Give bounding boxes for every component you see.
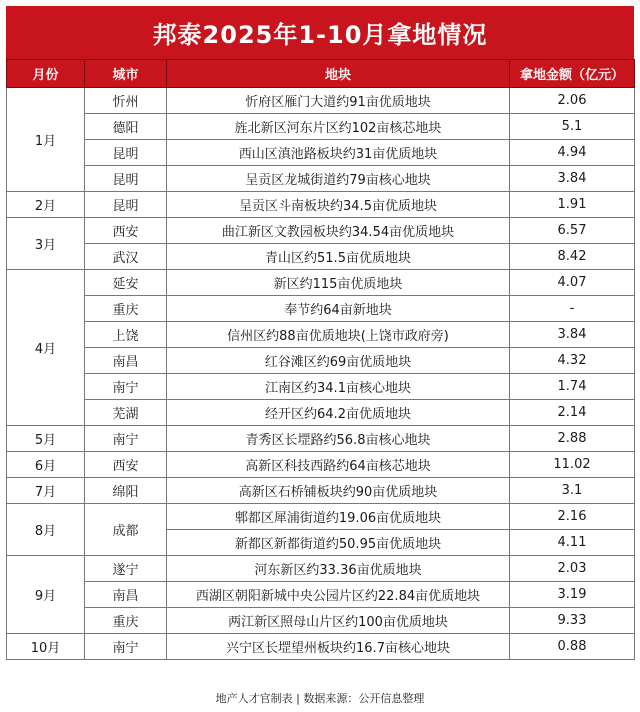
city-cell: 昆明 [85,140,167,166]
table-row [7,556,635,582]
city-cell: 西安 [85,452,167,478]
table-row [7,140,635,166]
land-table-container [6,59,634,660]
table-row [7,374,635,400]
table-header-row [7,60,635,88]
city-cell: 西安 [85,218,167,244]
month-cell: 1月 [7,88,85,192]
plot-cell: 呈贡区斗南板块约34.5亩优质地块 [167,192,510,218]
amount-cell: 1.91 [510,192,635,218]
amount-cell: 9.33 [510,608,635,634]
plot-cell: 郫都区犀浦街道约19.06亩优质地块 [167,504,510,530]
amount-cell: 3.1 [510,478,635,504]
city-cell: 南宁 [85,426,167,452]
plot-cell: 呈贡区龙城街道约79亩核心地块 [167,166,510,192]
plot-cell: 青山区约51.5亩优质地块 [167,244,510,270]
table-body [7,88,635,660]
header-month: 月份 [7,60,85,88]
table-row [7,270,635,296]
plot-cell: 两江新区照母山片区约100亩优质地块 [167,608,510,634]
plot-cell: 兴宁区长堽望州板块约16.7亩核心地块 [167,634,510,660]
amount-cell: 4.07 [510,270,635,296]
plot-cell: 西湖区朝阳新城中央公园片区约22.84亩优质地块 [167,582,510,608]
city-cell: 德阳 [85,114,167,140]
table-row [7,426,635,452]
table-row [7,400,635,426]
table-row [7,88,635,114]
amount-cell: 8.42 [510,244,635,270]
plot-cell: 红谷滩区约69亩优质地块 [167,348,510,374]
city-cell: 昆明 [85,166,167,192]
header-plot: 地块 [167,60,510,88]
table-row [7,192,635,218]
month-cell: 5月 [7,426,85,452]
table-row [7,634,635,660]
city-cell: 延安 [85,270,167,296]
amount-cell: 5.1 [510,114,635,140]
amount-cell: 2.03 [510,556,635,582]
city-cell: 忻州 [85,88,167,114]
amount-cell: 0.88 [510,634,635,660]
plot-cell: 新区约115亩优质地块 [167,270,510,296]
table-row [7,322,635,348]
table-row [7,608,635,634]
table-row [7,296,635,322]
month-cell: 9月 [7,556,85,634]
amount-cell: - [510,296,635,322]
city-cell: 武汉 [85,244,167,270]
amount-cell: 2.06 [510,88,635,114]
table-row [7,244,635,270]
plot-cell: 经开区约64.2亩优质地块 [167,400,510,426]
table-row [7,166,635,192]
amount-cell: 4.32 [510,348,635,374]
month-cell: 6月 [7,452,85,478]
land-acquisition-table [6,59,635,660]
city-cell: 昆明 [85,192,167,218]
city-cell: 南宁 [85,634,167,660]
amount-cell: 2.88 [510,426,635,452]
amount-cell: 3.19 [510,582,635,608]
table-row [7,218,635,244]
plot-cell: 青秀区长堽路约56.8亩核心地块 [167,426,510,452]
month-cell: 7月 [7,478,85,504]
plot-cell: 信州区约88亩优质地块(上饶市政府旁) [167,322,510,348]
plot-cell: 奉节约64亩新地块 [167,296,510,322]
table-row [7,348,635,374]
plot-cell: 高新区科技西路约64亩核芯地块 [167,452,510,478]
month-cell: 4月 [7,270,85,426]
plot-cell: 江南区约34.1亩核心地块 [167,374,510,400]
city-cell: 南昌 [85,582,167,608]
amount-cell: 4.94 [510,140,635,166]
amount-cell: 2.14 [510,400,635,426]
table-row [7,114,635,140]
city-cell: 南宁 [85,374,167,400]
month-cell: 10月 [7,634,85,660]
plot-cell: 忻府区雁门大道约91亩优质地块 [167,88,510,114]
plot-cell: 新都区新都街道约50.95亩优质地块 [167,530,510,556]
city-cell: 重庆 [85,608,167,634]
page-title: 邦泰2025年1-10月拿地情况 [6,6,634,59]
city-cell: 成都 [85,504,167,556]
table-row [7,504,635,530]
city-cell: 遂宁 [85,556,167,582]
plot-cell: 西山区滇池路板块约31亩优质地块 [167,140,510,166]
table-row [7,452,635,478]
header-city: 城市 [85,60,167,88]
city-cell: 南昌 [85,348,167,374]
month-cell: 8月 [7,504,85,556]
amount-cell: 6.57 [510,218,635,244]
city-cell: 绵阳 [85,478,167,504]
header-amount: 拿地金额（亿元） [510,60,635,88]
source-footer: 地产人才官制表 | 数据来源：公开信息整理 [215,692,425,705]
amount-cell: 3.84 [510,322,635,348]
plot-cell: 曲江新区文教园板块约34.54亩优质地块 [167,218,510,244]
city-cell: 芜湖 [85,400,167,426]
amount-cell: 4.11 [510,530,635,556]
table-row [7,478,635,504]
table-row [7,582,635,608]
amount-cell: 3.84 [510,166,635,192]
city-cell: 上饶 [85,322,167,348]
plot-cell: 旌北新区河东片区约102亩核芯地块 [167,114,510,140]
amount-cell: 1.74 [510,374,635,400]
month-cell: 2月 [7,192,85,218]
month-cell: 3月 [7,218,85,270]
amount-cell: 2.16 [510,504,635,530]
plot-cell: 高新区石桥铺板块约90亩优质地块 [167,478,510,504]
amount-cell: 11.02 [510,452,635,478]
city-cell: 重庆 [85,296,167,322]
plot-cell: 河东新区约33.36亩优质地块 [167,556,510,582]
